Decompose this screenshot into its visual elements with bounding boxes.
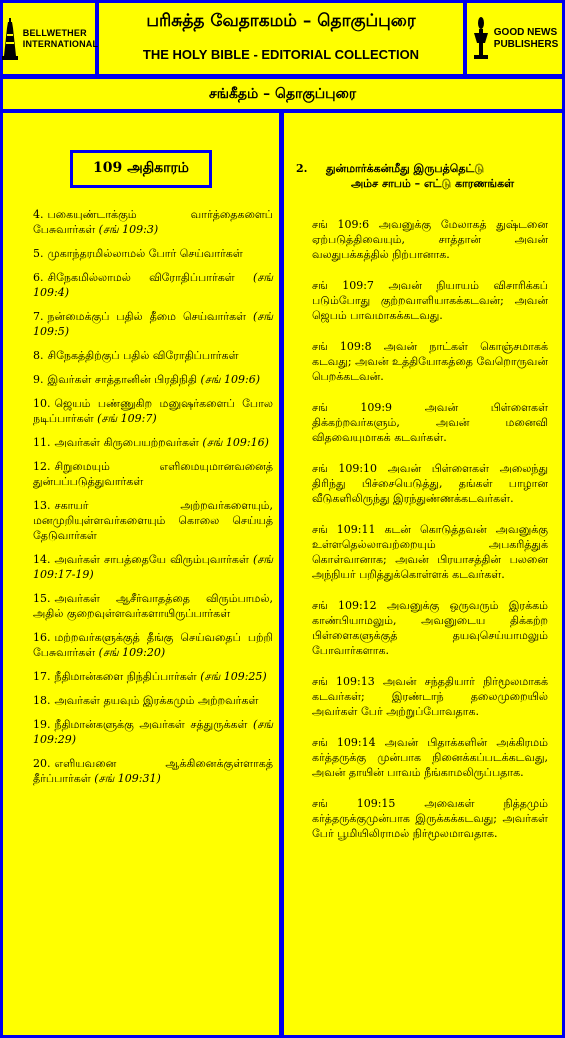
verse-item [312, 461, 548, 506]
list-item [33, 207, 273, 237]
item-text: எளியவனை ஆக்கினைக்குள்ளாகத் தீர்ப்பார்கள் [33, 757, 273, 785]
item-reference: (சங் 109:6) [200, 373, 261, 386]
verse-text: அவனுக்கு ஒருவரும் இரக்கம் காண்பியாமலும், அவனுடைய திக்கற்ற பிள்ளைகளுக்குத் தயவுசெய்யாமலும் போவார்களாக. [312, 599, 549, 657]
verse-item [312, 278, 548, 323]
item-number: 14. [33, 553, 51, 566]
list-item [33, 630, 273, 660]
page-title-english: THE HOLY BIBLE - EDITORIAL COLLECTION [142, 47, 420, 62]
verse-item [312, 522, 548, 582]
list-item [33, 309, 273, 339]
item-number: 12. [33, 460, 51, 473]
verse-reference: சங் 109:11 [312, 523, 376, 536]
verse-item [312, 217, 548, 262]
item-reference: (சங் 109:31) [94, 772, 161, 785]
left-column [3, 113, 279, 1035]
list-item [33, 498, 273, 543]
item-text: அவர்கள் சாபத்தையே விரும்புவார்கள் [54, 553, 249, 566]
subheader-bar [3, 79, 562, 109]
item-text: நீதிமான்களுக்கு அவர்கள் சத்துருக்கள் [54, 718, 248, 731]
item-reference: (சங் 109:7) [97, 412, 157, 425]
page-title-tamil: பரிசுத்த வேதாகமம் – தொகுப்புரை [146, 11, 416, 31]
right-logo-line2: PUBLISHERS [493, 38, 559, 50]
list-item [33, 270, 273, 300]
list-item [33, 372, 273, 387]
verse-reference: சங் 109:14 [312, 736, 376, 749]
item-number: 11. [33, 436, 51, 449]
lighthouse-icon [0, 18, 20, 60]
verse-reference: சங் 109:12 [312, 599, 377, 612]
item-number: 13. [33, 499, 51, 512]
item-number: 10. [33, 397, 51, 410]
item-text: சிநேகமில்லாமல் விரோதிப்பார்கள் [47, 271, 235, 284]
good-news-logo-panel [467, 3, 562, 74]
verse-reference: சங் 109:6 [312, 218, 370, 231]
item-reference: (சங் 109:16) [202, 436, 269, 449]
verse-item [312, 598, 548, 658]
item-text: சிநேகத்திற்குப் பதில் விரோதிப்பார்கள் [47, 349, 239, 362]
lamp-icon [471, 17, 491, 61]
right-logo-line1: GOOD NEWS [493, 26, 558, 38]
item-text: மற்றவர்களுக்குத் தீங்கு செய்வதைப் பற்றி பேசுவார்கள் [33, 631, 273, 659]
verse-item [312, 674, 548, 719]
item-text: அவர்கள் கிருபையற்றவர்கள் [54, 436, 199, 449]
verse-list [312, 217, 548, 857]
list-item [33, 591, 273, 621]
item-number: 17. [33, 670, 51, 683]
item-number: 16. [33, 631, 51, 644]
right-column [284, 113, 562, 1035]
list-item [33, 669, 273, 684]
verse-text: அவன் நாட்கள் கொஞ்சமாகக் கடவது; அவன் உத்தியோகத்தை வேறொருவன் பெறக்கடவன். [312, 340, 549, 383]
item-number: 5. [33, 247, 44, 260]
verse-text: அவன் பிள்ளைகள் திக்கற்றவர்களும், அவன் மனைவி விதவையுமாகக் கடவர்கள். [312, 401, 549, 444]
item-reference: (சங் 109:25) [200, 670, 267, 683]
item-text: அவர்கள் ஆசீர்வாதத்தை விரும்பாமல், அதில் குறைவுள்ளவர்களாயிருப்பார்கள் [33, 592, 273, 620]
item-number: 15. [33, 592, 51, 605]
item-number: 20. [33, 757, 51, 770]
item-text: நீதிமான்களை நிந்திப்பார்கள் [54, 670, 197, 683]
item-text: பகையுண்டாக்கும் வார்த்தைகளைப் பேசுவார்கள் [33, 208, 273, 236]
verse-item [312, 796, 548, 841]
list-item [33, 396, 273, 426]
list-item [33, 459, 273, 489]
verse-text: அவன் பிதாக்களின் அக்கிரமம் கர்த்தருக்கு முன்பாக நினைக்கப்படக்கடவது, அவன் தாயின் பாவம் நீங்காமலிருப்பதாக. [312, 736, 549, 779]
item-reference: (சங் 109:5) [33, 310, 273, 338]
characteristics-list [33, 207, 273, 795]
list-item [33, 756, 273, 786]
bellwether-logo-panel [3, 3, 99, 74]
verse-reference: சங் 109:8 [312, 340, 372, 353]
item-reference: (சங் 109:4) [33, 271, 273, 299]
section-heading-line2: அம்ச சாபம் – எட்டு காரணங்கள் [350, 177, 515, 190]
verse-reference: சங் 109:15 [312, 797, 396, 810]
item-text: அவர்கள் தயவும் இரக்கமும் அற்றவர்கள் [54, 694, 259, 707]
item-number: 19. [33, 718, 51, 731]
item-reference: (சங் 109:3) [98, 223, 159, 236]
item-text: ஜெயம் பண்ணுகிற மனுஷர்களைப் போல நடிப்பார்கள் [33, 397, 273, 425]
item-text: சகாயர் அற்றவர்களையும், மனமுறியுள்ளவர்களையும் கொலை செய்யத் தேடுவார்கள் [33, 499, 273, 542]
verse-text: அவனுக்கு மேலாகத் துஷ்டனை ஏற்படுத்திவையும், சாத்தான் அவன் வலதுபக்கத்தில் நிற்பானாக. [312, 218, 548, 261]
list-item [33, 693, 273, 708]
item-reference: (சங் 109:17-19) [33, 553, 273, 581]
subheader-title: சங்கீதம் – தொகுப்புரை [208, 86, 357, 102]
item-number: 8. [33, 349, 44, 362]
verse-reference: சங் 109:13 [312, 675, 375, 688]
section-number: 2. [296, 162, 308, 175]
chapter-heading: 109 அதிகாரம் [70, 150, 212, 188]
item-text: நன்மைக்குப் பதில் தீமை செய்வார்கள் [47, 310, 247, 323]
left-logo-line2: INTERNATIONAL [22, 38, 99, 49]
list-item [33, 552, 273, 582]
verse-reference: சங் 109:7 [312, 279, 374, 292]
item-text: முகாந்தரமில்லாமல் போர் செய்வார்கள் [47, 247, 243, 260]
verse-text: அவன் பிள்ளைகள் அலைந்து திரிந்து பிச்சையெடுத்து, தங்கள் பாழான வீடுகளிலிருந்து இரந்துண்ணக்கடவர்கள். [312, 462, 549, 505]
item-number: 6. [33, 271, 44, 284]
verse-text: கடன் கொடுத்தவன் அவனுக்கு உள்ளதெல்லாவற்றையும் அபகரித்துக் கொள்வானாக; அவன் பிரயாசத்தின் பலனை அந்நியர் பறித்துக்கொள்ளக் கடவர்கள். [312, 523, 549, 581]
verse-text: அவன் நியாயம் விசாரிக்கப் படும்போது குற்றவாளியாகக்கடவன்; அவன் ஜெபம் பாவமாகக்கடவது. [312, 279, 548, 322]
item-number: 7. [33, 310, 44, 323]
section-heading [296, 161, 551, 191]
left-logo-line1: BELLWETHER [22, 27, 87, 38]
list-item [33, 246, 273, 261]
verse-reference: சங் 109:9 [312, 401, 393, 414]
item-number: 9. [33, 373, 44, 386]
item-text: இவர்கள் சாத்தானின் பிரதிநிதி [47, 373, 198, 386]
section-heading-line1: துன்மார்க்கன்மீது இருபத்தெட்டு [326, 162, 485, 175]
title-panel [99, 3, 463, 74]
item-reference: (சங் 109:29) [33, 718, 273, 746]
verse-reference: சங் 109:10 [312, 462, 378, 475]
list-item [33, 435, 273, 450]
verse-item [312, 339, 548, 384]
list-item [33, 717, 273, 747]
item-reference: (சங் 109:20) [98, 646, 166, 659]
verse-text: அவைகள் நித்தமும் கர்த்தருக்குமுன்பாக இருக்கக்கடவது; அவர்கள் பேர் பூமியிலிராமல் நிர்மூலமாவதாக. [312, 797, 548, 840]
verse-text: அவன் சந்ததியார் நிர்மூலமாகக் கடவர்கள்; இரண்டாந் தலைமுறையில் அவர்கள் பேர் அற்றுப்போவதாக. [312, 675, 548, 718]
verse-item [312, 400, 548, 445]
list-item [33, 348, 273, 363]
item-number: 4. [33, 208, 44, 221]
item-text: சிறுமையும் எளிமையுமானவனைத் துன்பப்படுத்துவார்கள் [33, 460, 273, 488]
verse-item [312, 735, 548, 780]
item-number: 18. [33, 694, 51, 707]
